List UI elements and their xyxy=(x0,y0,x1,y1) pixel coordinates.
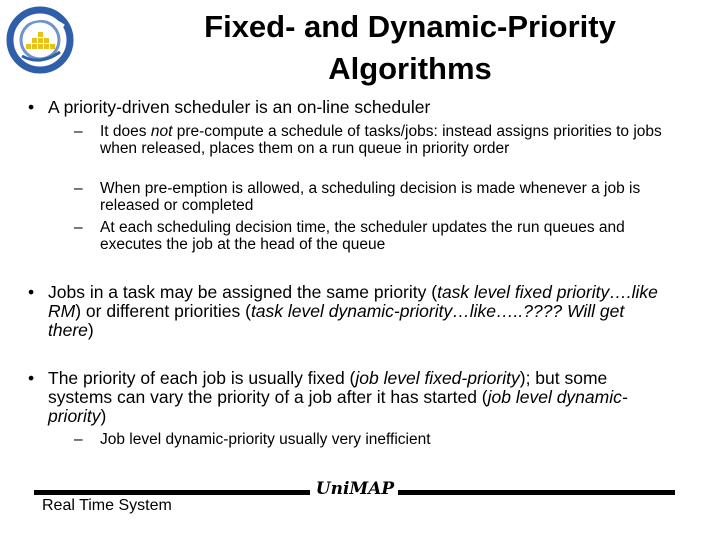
bullet-2-part-3: ) or different priorities ( xyxy=(75,301,251,321)
slide-title xyxy=(140,6,680,90)
bullet-3-emphasis-1: job level fixed-priority xyxy=(355,368,520,388)
sub-1-part-1: It does xyxy=(100,123,151,140)
sub-1-emphasis: not xyxy=(150,123,173,140)
bullet-1 xyxy=(28,97,688,117)
brand-logo-text: UniMAP xyxy=(315,479,395,499)
bullet-3-sub-1-text: Job level dynamic-priority usually very inefficient xyxy=(100,431,431,448)
bullet-1-sub-1 xyxy=(74,123,690,157)
dash-marker: – xyxy=(74,431,83,448)
bullet-1-text: A priority-driven scheduler is an on-line scheduler xyxy=(48,97,431,117)
title-line-1: Fixed- and Dynamic-Priority xyxy=(204,9,616,44)
bullet-3-part-1: The priority of each job is usually fixed ( xyxy=(48,368,356,388)
bullet-3-sub-1 xyxy=(74,431,690,448)
bullet-1-sub-3 xyxy=(74,219,690,253)
bullet-marker: • xyxy=(28,368,35,388)
footer-course-name: Real Time System xyxy=(42,497,172,514)
dash-marker: – xyxy=(74,180,83,197)
bullet-1-sub-2 xyxy=(74,180,690,214)
sub-2-text: When pre-emption is allowed, a scheduling decision is made whenever a job is released or completed xyxy=(100,180,641,214)
bullet-marker: • xyxy=(28,282,35,302)
bullet-3-part-3: ); but some systems can vary the priority of a job after it has started ( xyxy=(48,368,608,407)
bullet-2 xyxy=(28,282,658,340)
bullet-2-emphasis-1: task level fixed priority….like RM xyxy=(48,282,658,321)
bullet-3-part-5: ) xyxy=(100,406,107,426)
bullet-2-emphasis-2: task level dynamic-priority…like…..???? Will get there xyxy=(48,301,625,340)
title-line-2: Algorithms xyxy=(328,51,492,86)
footer-rule-right xyxy=(398,490,675,495)
bullet-marker: • xyxy=(28,97,35,117)
bullet-3 xyxy=(28,368,662,426)
dash-marker: – xyxy=(74,123,83,140)
dash-marker: – xyxy=(74,219,83,236)
sub-1-part-3: pre-compute a schedule of tasks/jobs: instead assigns priorities to jobs when released, places them on a run queue in priority order xyxy=(100,123,662,157)
sub-3-text: At each scheduling decision time, the scheduler updates the run queues and executes the job at the head of the queue xyxy=(100,219,625,253)
bullet-3-emphasis-2: job level dynamic-priority xyxy=(48,387,628,426)
bullet-2-part-5: ) xyxy=(87,320,94,340)
footer-rule-left xyxy=(34,490,310,495)
bullet-2-part-1: Jobs in a task may be assigned the same priority ( xyxy=(48,282,438,302)
university-logo-icon xyxy=(4,4,76,76)
